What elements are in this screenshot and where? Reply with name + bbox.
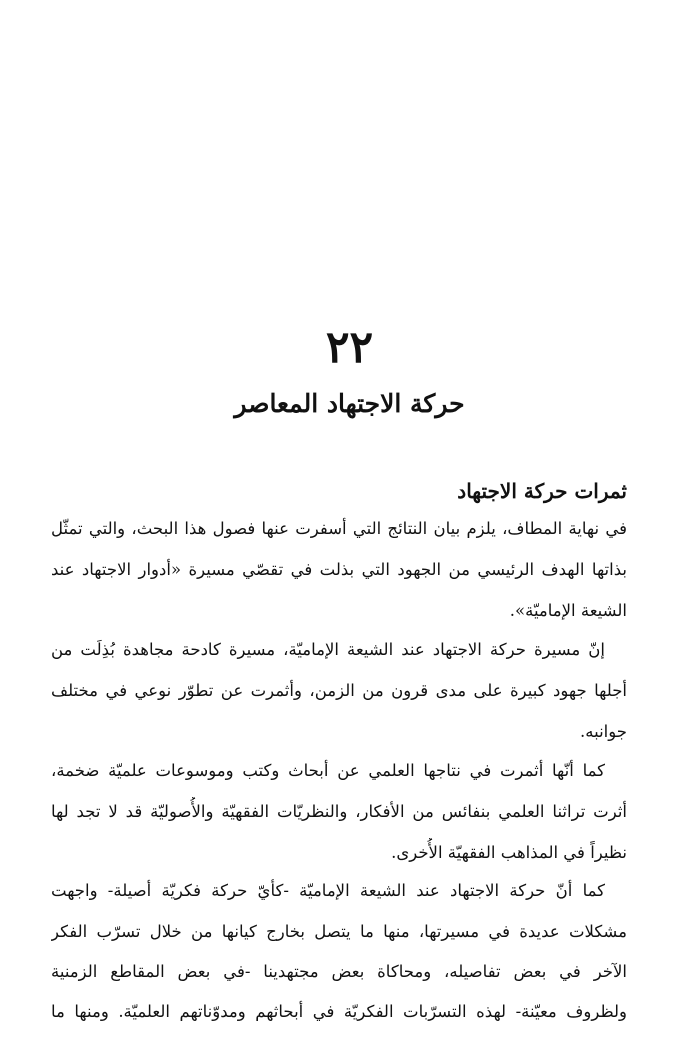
body-text-line: الآخر في بعض تفاصيله، ومحاكاة بعض مجتهدينا -في بعض المقاطع الزمنية <box>51 962 627 981</box>
body-text-line: جوانبه. <box>580 722 627 741</box>
body-text-line: كما أنّها أثمرت في نتاجها العلمي عن أبحاث وكتب وموسوعات علميّة ضخمة، <box>51 761 605 780</box>
body-text-line: أجلها جهود كبيرة على مدى قرون من الزمن، وأثمرت عن تطوّر نوعي في مختلف <box>51 681 627 700</box>
body-text-line: الشيعة الإماميّة». <box>509 601 627 620</box>
body-text-line: مشكلات عديدة في مسيرتها، منها ما يتصل بخارج كيانها من خلال تسرّب الفكر <box>51 922 627 941</box>
section-heading: ثمرات حركة الاجتهاد <box>457 479 627 503</box>
body-text-line: نظيراً في المذاهب الفقهيّة الأُخرى. <box>391 843 627 862</box>
body-text-line: ولظروف معيّنة- لهذه التسرّبات الفكريّة في أبحاثهم ومدوّناتهم العلميّة. ومنها ما <box>51 1002 627 1021</box>
body-text-line: أثرت تراثنا العلمي بنفائس من الأفكار، والنظريّات الفقهيّة والأُصوليّة قد لا تجد لها <box>51 802 627 821</box>
body-text-line: إنّ مسيرة حركة الاجتهاد عند الشيعة الإماميّة، مسيرة كادحة مجاهدة بُذِلَت من <box>51 640 605 659</box>
body-text-line: كما أنّ حركة الاجتهاد عند الشيعة الإماميّة -كأيّ حركة فكريّة أصيلة- واجهت <box>51 881 605 900</box>
body-text-line: في نهاية المطاف، يلزم بيان النتائج التي أسفرت عنها فصول هذا البحث، والتي تمثّل <box>51 519 627 538</box>
chapter-number: ٢٢ <box>325 322 374 373</box>
body-text-line: بذاتها الهدف الرئيسي من الجهود التي بذلت في تقصّي مسيرة «أدوار الاجتهاد عند <box>51 560 627 579</box>
chapter-title: حركة الاجتهاد المعاصر <box>234 389 465 418</box>
